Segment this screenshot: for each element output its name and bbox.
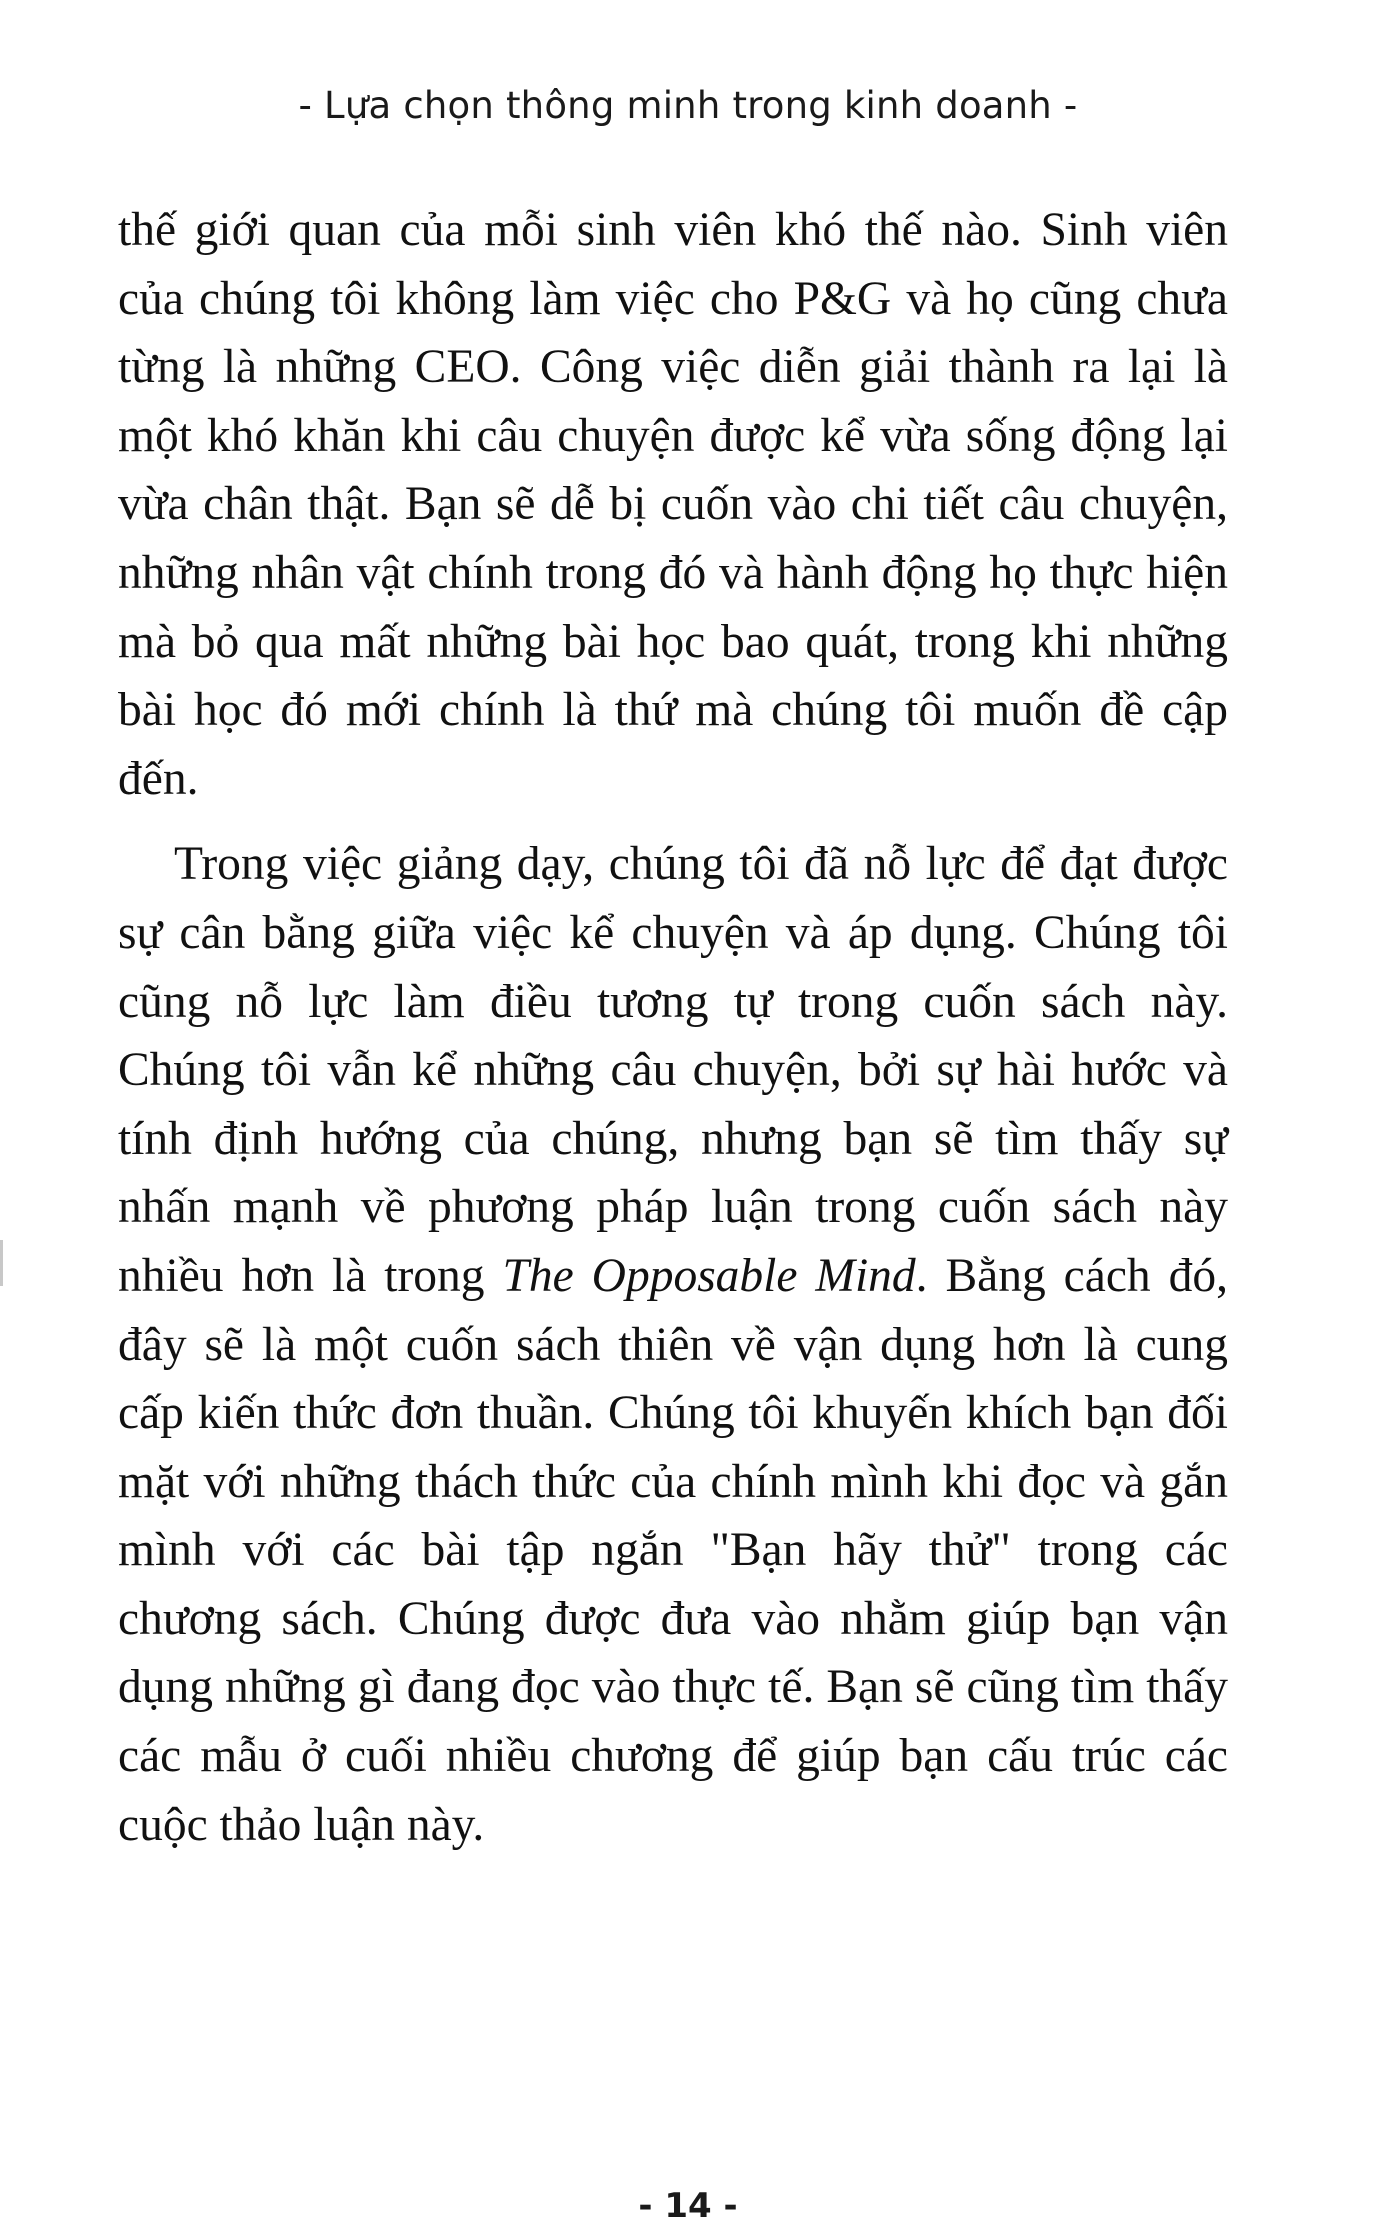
body-text bbox=[118, 196, 1228, 1859]
paragraph-2-text-b: . Bằng cách đó, đây sẽ là một cuốn sách thiên về vận dụng hơn là cung cấp kiến thức đơn thuần. Chúng tôi khuyến khích bạn đối mặt với những thách thức của chính mình khi đọc và gắn mình với các bài tập ngắn "Bạn hãy thử" trong các chương sách. Chúng được đưa vào nhằm giúp bạn vận dụng những gì đang đọc vào thực tế. Bạn sẽ cũng tìm thấy các mẫu ở cuối nhiều chương để giúp bạn cấu trúc các cuộc thảo luận này. bbox=[118, 1249, 1228, 1851]
scan-edge-mark bbox=[0, 1240, 3, 1286]
paragraph-1: thế giới quan của mỗi sinh viên khó thế nào. Sinh viên của chúng tôi không làm việc cho P&G và họ cũng chưa từng là những CEO. Công việc diễn giải thành ra lại là một khó khăn khi câu chuyện được kể vừa sống động lại vừa chân thật. Bạn sẽ dễ bị cuốn vào chi tiết câu chuyện, những nhân vật chính trong đó và hành động họ thực hiện mà bỏ qua mất những bài học bao quát, trong khi những bài học đó mới chính là thứ mà chúng tôi muốn đề cập đến. bbox=[118, 204, 1228, 805]
paragraph-2 bbox=[118, 830, 1228, 1859]
page-number: - 14 - bbox=[638, 2186, 738, 2226]
book-title-italic: The Opposable Mind bbox=[502, 1249, 916, 1302]
running-header: - Lựa chọn thông minh trong kinh doanh - bbox=[298, 84, 1078, 127]
paragraph-2-text-a: Trong việc giảng dạy, chúng tôi đã nỗ lực để đạt được sự cân bằng giữa việc kể chuyện và áp dụng. Chúng tôi cũng nỗ lực làm điều tương tự trong cuốn sách này. Chúng tôi vẫn kể những câu chuyện, bởi sự hài hước và tính định hướng của chúng, nhưng bạn sẽ tìm thấy sự nhấn mạnh về phương pháp luận trong cuốn sách này nhiều hơn là trong bbox=[118, 838, 1228, 1302]
